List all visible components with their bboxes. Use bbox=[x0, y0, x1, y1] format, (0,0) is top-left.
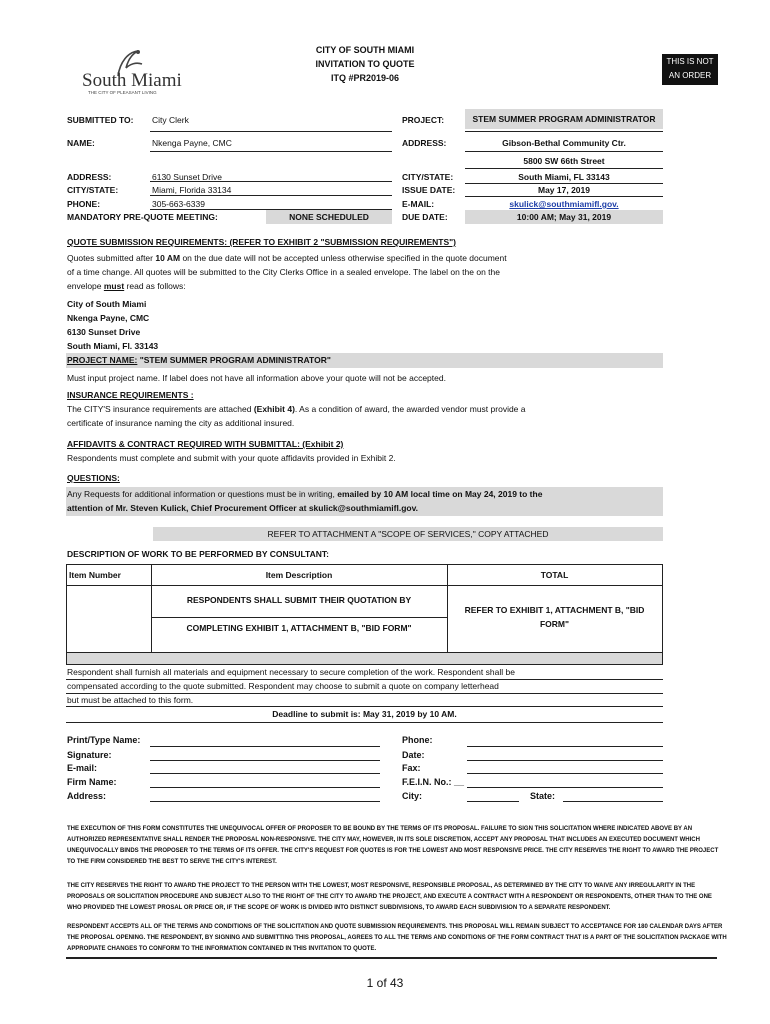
email-field-label: E-mail: bbox=[67, 763, 98, 773]
submission-paragraph-2: of a time change. All quotes will be submitted to the City Clerks Office in a sealed envelope. The label on the on the bbox=[67, 267, 500, 277]
ins-part-a: The CITY'S insurance requirements are attached bbox=[67, 404, 254, 414]
badge-line-1: THIS IS NOT bbox=[666, 57, 714, 66]
desc-line-1: RESPONDENTS SHALL SUBMIT THEIR QUOTATION BY bbox=[186, 595, 412, 605]
city-field[interactable] bbox=[467, 801, 519, 802]
address-value: 6130 Sunset Drive bbox=[152, 172, 222, 182]
phone-field-label: Phone: bbox=[402, 735, 433, 745]
signature-field[interactable] bbox=[150, 760, 380, 761]
table-header-divider bbox=[67, 585, 662, 586]
submitted-to-value: City Clerk bbox=[152, 115, 189, 125]
issue-date-underline bbox=[465, 196, 663, 197]
questions-line-2: attention of Mr. Steven Kulick, Chief Procurement Officer at skulick@southmiamifl.gov. bbox=[67, 503, 419, 513]
r-address-value-1: Gibson-Bethal Community Ctr. bbox=[502, 138, 626, 148]
r-address-underline-1 bbox=[465, 151, 663, 152]
issue-date-label: ISSUE DATE: bbox=[402, 185, 456, 195]
ins-part-c: . As a condition of award, the awarded vendor must provide a bbox=[294, 404, 526, 414]
deadline-underline bbox=[66, 722, 663, 723]
questions-line-1 bbox=[67, 489, 542, 499]
col-total: TOTAL bbox=[540, 570, 569, 580]
header-city: CITY OF SOUTH MIAMI bbox=[315, 45, 415, 55]
submitted-to-label: SUBMITTED TO: bbox=[67, 115, 134, 125]
p3-part-b: must bbox=[103, 281, 125, 291]
project-label: PROJECT: bbox=[402, 115, 445, 125]
email-link[interactable]: skulick@southmiamifl.gov. bbox=[509, 199, 619, 209]
footer-paragraph-1: THE EXECUTION OF THIS FORM CONSTITUTES THE UNEQUIVOCAL OFFER OF PROPOSER TO BE BOUND BY THE TERMS OF ITS PROPOSAL. FAILURE TO SIGN THIS SOLICITATION WHERE INDICATED ABOVE BY AN AUTHORIZED REPRESENTATIVE SHALL RENDER THE PROPOSAL NON-RESPONSIVE. THE CITY MAY, HOWEVER, IN ITS SOLE DISCRETION, ACCEPT ANY PROPOSAL THAT INCLUDES AN EXECUTED DOCUMENT WHICH UNEQUIVOCALLY BINDS THE PROPOSER TO THE TERMS OF ITS OFFER. THE CITY'S REQUEST FOR QUOTES IS FOR THE LOWEST AND MOST RESPONSIVE PRICE. THE CITY RESERVES THE RIGHT TO AWARD THE PROJECT TO THE FIRM CONSIDERED THE BEST TO SERVE THE CITY'S INTEREST. bbox=[67, 826, 719, 865]
scope-reference-bar: REFER TO ATTACHMENT A "SCOPE OF SERVICES," COPY ATTACHED bbox=[153, 527, 663, 541]
questions-heading: QUESTIONS: bbox=[67, 473, 120, 483]
label-line-3: 6130 Sunset Drive bbox=[67, 327, 141, 337]
project-name-row bbox=[66, 353, 663, 368]
p3-part-a: envelope bbox=[67, 281, 104, 291]
furnish-line-2: compensated according to the quote submitted. Respondent may choose to submit a quote on company letterhead bbox=[67, 681, 499, 691]
signature-label: Signature: bbox=[67, 750, 112, 760]
print-name-label: Print/Type Name: bbox=[67, 735, 141, 745]
firm-label: Firm Name: bbox=[67, 777, 117, 787]
not-an-order-badge bbox=[662, 54, 718, 85]
firm-field[interactable] bbox=[150, 787, 380, 788]
insurance-paragraph-1 bbox=[67, 404, 526, 414]
insurance-paragraph-2: certificate of insurance naming the city as additional insured. bbox=[67, 418, 295, 428]
furnish-underline-2 bbox=[66, 693, 663, 694]
name-label: NAME: bbox=[67, 138, 95, 148]
phone-value: 305-663-6339 bbox=[152, 199, 205, 209]
name-underline bbox=[150, 151, 392, 152]
affidavits-paragraph: Respondents must complete and submit with your quote affidavits provided in Exhibit 2. bbox=[67, 453, 396, 463]
r-address-underline-2 bbox=[465, 168, 663, 169]
footer-rule bbox=[66, 957, 717, 959]
p1-part-a: Quotes submitted after bbox=[67, 253, 156, 263]
footer-paragraph-2: THE CITY RESERVES THE RIGHT TO AWARD THE PROJECT TO THE PERSON WITH THE LOWEST, MOST RESPONSIVE, RESPONSIBLE PROPOSAL, AS DETERMINED BY THE CITY TO WAIVE ANY IRREGULARITY IN THE PROPOSALS OR SOLICITATION PROCEDURE AND SUBJECT ALSO TO THE RIGHT OF THE CITY TO AWARD THE PROJECT, AND EXECUTE A CONTRACT WITH A RESPONDENT OR RESPONDENTS, OTHER THAN TO THE ONE WHO PROVIDED THE LOWEST PROSAL OR PRICE OR, IF THE SCOPE OF WORK IS DIVIDED INTO DISTINCT SUBDIVISIONS, TO AWARD EACH SUBDIVISION TO A SEPARATE RESPONDENT. bbox=[67, 883, 712, 911]
affidavits-heading: AFFIDAVITS & CONTRACT REQUIRED WITH SUBMITTAL: (Exhibit 2) bbox=[67, 439, 344, 449]
submitted-to-underline bbox=[150, 131, 392, 132]
table-gray-row bbox=[67, 653, 662, 664]
print-name-field[interactable] bbox=[150, 746, 380, 747]
city-logo bbox=[78, 48, 182, 98]
p3-part-c: read as follows: bbox=[124, 281, 186, 291]
deadline-note: Deadline to submit is: May 31, 2019 by 10 AM. bbox=[272, 709, 457, 719]
fein-field-label: F.E.I.N. No.: __ bbox=[402, 777, 465, 787]
date-field[interactable] bbox=[467, 760, 663, 761]
date-field-label: Date: bbox=[402, 750, 425, 760]
mandatory-value: NONE SCHEDULED bbox=[266, 210, 392, 224]
p1-part-c: on the due date will not be accepted unless otherwise specified in the quote document bbox=[180, 253, 507, 263]
citystate-label: CITY/STATE: bbox=[67, 185, 119, 195]
submission-paragraph-3 bbox=[67, 281, 186, 291]
state-field[interactable] bbox=[563, 801, 663, 802]
page-number: 1 of 43 bbox=[366, 976, 404, 990]
fax-field[interactable] bbox=[467, 773, 663, 774]
logo-name: South Miami bbox=[82, 70, 182, 91]
item-table bbox=[66, 564, 663, 665]
total-line-2: FORM" bbox=[539, 619, 570, 629]
submission-heading: QUOTE SUBMISSION REQUIREMENTS: (REFER TO EXHIBIT 2 "SUBMISSION REQUIREMENTS") bbox=[67, 237, 457, 247]
description-heading: DESCRIPTION OF WORK TO BE PERFORMED BY CONSULTANT: bbox=[67, 549, 329, 559]
p1-part-b: 10 AM bbox=[155, 253, 181, 263]
due-date-value: 10:00 AM; May 31, 2019 bbox=[465, 210, 663, 224]
left-info-underline-2 bbox=[150, 195, 392, 196]
furnish-underline-3 bbox=[66, 706, 663, 707]
city-field-label: City: bbox=[402, 791, 422, 801]
badge-line-2: AN ORDER bbox=[668, 71, 712, 80]
name-value: Nkenga Payne, CMC bbox=[152, 138, 232, 148]
r-citystate-value: South Miami, FL 33143 bbox=[518, 172, 610, 182]
mandatory-label: MANDATORY PRE-QUOTE MEETING: bbox=[67, 212, 218, 222]
furnish-line-3: but must be attached to this form. bbox=[67, 695, 194, 705]
due-date-label: DUE DATE: bbox=[402, 212, 448, 222]
header-itq-number: ITQ #PR2019-06 bbox=[330, 73, 400, 83]
email-field[interactable] bbox=[150, 773, 380, 774]
label-line-1: City of South Miami bbox=[67, 299, 147, 309]
desc-line-2: COMPLETING EXHIBIT 1, ATTACHMENT B, "BID FORM" bbox=[186, 623, 412, 633]
col-item-number: Item Number bbox=[69, 570, 121, 580]
furnish-line-1: Respondent shall furnish all materials and equipment necessary to secure completion of the work. Respondent shall be bbox=[67, 667, 515, 677]
project-name-label: PROJECT NAME: bbox=[67, 355, 138, 365]
citystate-value: Miami, Florida 33134 bbox=[152, 185, 232, 195]
insurance-heading: INSURANCE REQUIREMENTS : bbox=[67, 390, 194, 400]
logo-tagline: THE CITY OF PLEASANT LIVING bbox=[88, 90, 157, 95]
project-value: STEM SUMMER PROGRAM ADMINISTRATOR bbox=[465, 109, 663, 129]
project-underline bbox=[465, 131, 663, 132]
email-label: E-MAIL: bbox=[402, 199, 435, 209]
phone-label: PHONE: bbox=[67, 199, 101, 209]
furnish-underline-1 bbox=[66, 679, 663, 680]
label-line-2: Nkenga Payne, CMC bbox=[67, 313, 150, 323]
project-name-value: "STEM SUMMER PROGRAM ADMINISTRATOR" bbox=[137, 355, 331, 365]
fein-field[interactable] bbox=[467, 787, 663, 788]
r-address-label: ADDRESS: bbox=[402, 138, 447, 148]
must-input-note: Must input project name. If label does not have all information above your quote will not be accepted. bbox=[67, 373, 446, 383]
footer-paragraph-3: RESPONDENT ACCEPTS ALL OF THE TERMS AND CONDITIONS OF THE SOLICITATION AND QUOTE SUBMISSION REQUIREMENTS. THIS PROPOSAL WILL REMAIN SUBJECT TO ACCEPTANCE FOR 180 CALENDAR DAYS AFTER THE PROPOSAL OPENING. THE RESPONDENT, BY SIGNING AND SUBMITTING THIS PROPOSAL, AGREES TO ALL THE TERMS AND CONDITIONS OF THE FORM CONTRACT THAT IS A PART OF THE SOLICITATION PACKAGE WITH APPROPIATE CHANGES TO CONFORM TO THE INFORMATION CONTAINED IN THIS INVITATION TO QUOTE. bbox=[67, 924, 727, 952]
r-citystate-label: CITY/STATE: bbox=[402, 172, 454, 182]
col-item-description: Item Description bbox=[265, 570, 333, 580]
left-info-underline-3 bbox=[150, 209, 392, 210]
left-info-underline bbox=[150, 181, 392, 182]
issue-date-value: May 17, 2019 bbox=[538, 185, 590, 195]
questions-box bbox=[66, 487, 663, 516]
r-citystate-underline bbox=[465, 183, 663, 184]
address-label: ADDRESS: bbox=[67, 172, 112, 182]
total-line-1: REFER TO EXHIBIT 1, ATTACHMENT B, "BID bbox=[464, 605, 645, 615]
ins-part-b: (Exhibit 4) bbox=[253, 404, 295, 414]
fax-field-label: Fax: bbox=[402, 763, 421, 773]
phone-field[interactable] bbox=[467, 746, 663, 747]
submission-paragraph-1 bbox=[67, 253, 507, 263]
r-address-value-2: 5800 SW 66th Street bbox=[523, 156, 605, 166]
header-itq-title: INVITATION TO QUOTE bbox=[315, 59, 415, 69]
label-line-4: South Miami, Fl. 33143 bbox=[67, 341, 159, 351]
q-part-b: emailed by 10 AM local time on May 24, 2019 to the bbox=[337, 489, 543, 499]
address-field-label: Address: bbox=[67, 791, 107, 801]
address-field[interactable] bbox=[150, 801, 380, 802]
q-part-a: Any Requests for additional information or questions must be in writing, bbox=[67, 489, 338, 499]
state-field-label: State: bbox=[530, 791, 556, 801]
table-mid-divider bbox=[151, 617, 447, 618]
